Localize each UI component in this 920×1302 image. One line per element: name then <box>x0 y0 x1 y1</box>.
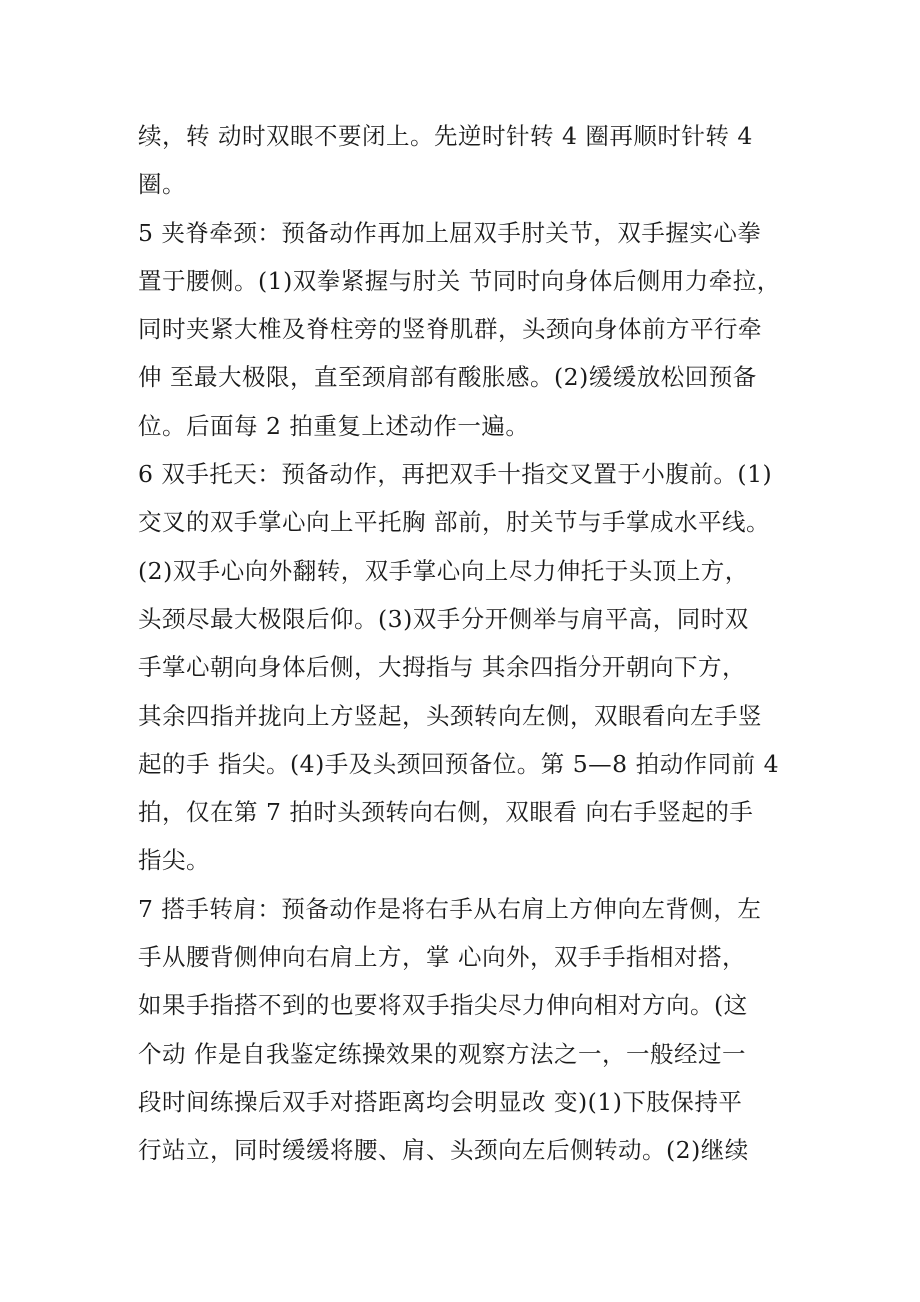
text-line: 置于腰侧。(1)双拳紧握与肘关 节同时向身体后侧用力牵拉， <box>138 266 781 295</box>
text-line: 续，转 动时双眼不要闭上。先逆时针转 4 圈再顺时针转 4 <box>138 122 753 150</box>
body-text <box>138 112 818 1175</box>
text-line: 指尖。 <box>138 846 210 875</box>
text-line: 同时夹紧大椎及脊柱旁的竖脊肌群，头颈向身体前方平行牵 <box>138 315 762 344</box>
text-line: 如果手指搭不到的也要将双手指尖尽力伸向相对方向。(这 <box>138 991 748 1020</box>
text-line: 拍，仅在第 7 拍时头颈转向右侧，双眼看 向右手竖起的手 <box>138 798 754 827</box>
text-line: 6 双手托天：预备动作，再把双手十指交叉置于小腹前。(1) <box>138 460 773 489</box>
text-line: 5 夹脊牵颈：预备动作再加上屈双手肘关节，双手握实心拳 <box>138 218 762 247</box>
text-line: 段时间练操后双手对搭距离均会明显改 变)(1)下肢保持平 <box>138 1087 743 1116</box>
text-line: 7 搭手转肩：预备动作是将右手从右肩上方伸向左背侧，左 <box>138 894 762 923</box>
text-line: 交叉的双手掌心向上平托胸 部前，肘关节与手掌成水平线。 <box>138 508 770 537</box>
text-line: 起的手 指尖。(4)手及头颈回预备位。第 5—8 拍动作同前 4 <box>138 749 780 778</box>
text-line: 其余四指并拢向上方竖起，头颈转向左侧，双眼看向左手竖 <box>138 701 762 730</box>
text-line: 手掌心朝向身体后侧，大拇指与 其余四指分开朝向下方， <box>138 653 746 682</box>
text-line: 头颈尽最大极限后仰。(3)双手分开侧举与肩平高，同时双 <box>138 604 749 633</box>
text-line: (2)双手心向外翻转，双手掌心向上尽力伸托于头顶上方， <box>138 556 749 585</box>
text-line: 伸 至最大极限，直至颈肩部有酸胀感。(2)缓缓放松回预备 <box>138 363 757 392</box>
text-line: 个动 作是自我鉴定练操效果的观察方法之一，一般经过一 <box>138 1039 746 1068</box>
text-line: 位。后面每 2 拍重复上述动作一遍。 <box>138 411 530 440</box>
text-line: 圈。 <box>138 170 186 199</box>
text-line: 行站立，同时缓缓将腰、肩、头颈向左后侧转动。(2)继续 <box>138 1136 749 1165</box>
text-line: 手从腰背侧伸向右肩上方，掌 心向外，双手手指相对搭， <box>138 943 746 972</box>
